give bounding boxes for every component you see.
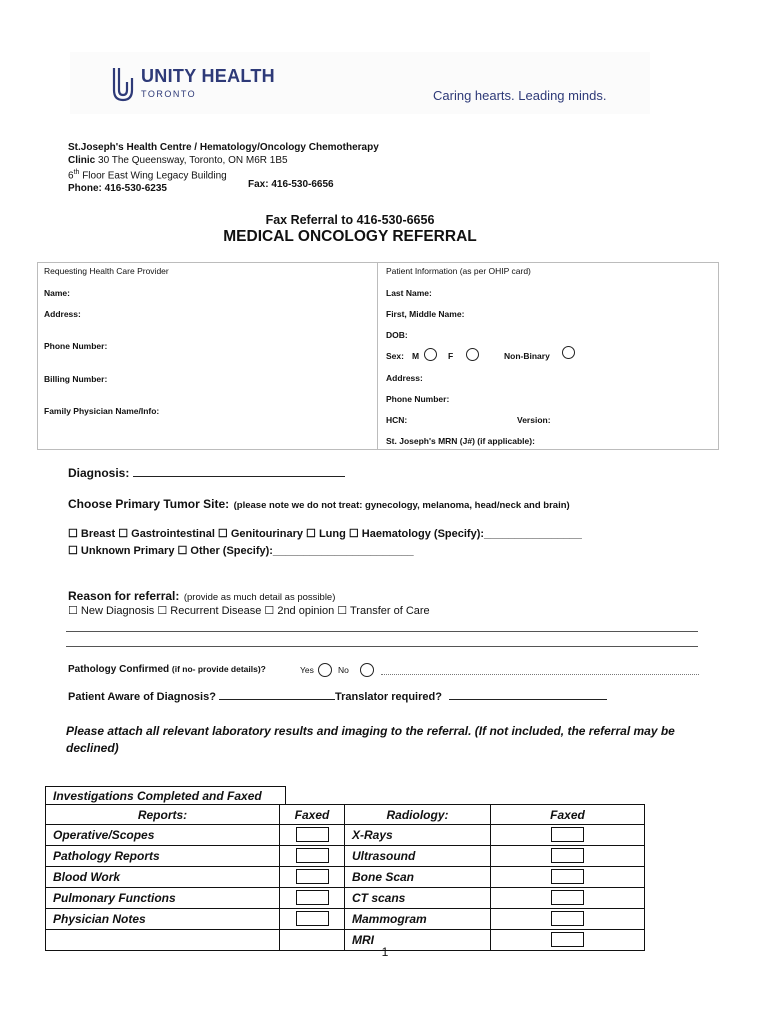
pathology-label: Pathology Confirmed <box>68 664 170 675</box>
report-item: Physician Notes <box>46 909 280 930</box>
radiology-item: Mammogram <box>345 909 491 930</box>
faxed-cell <box>280 846 345 867</box>
faxed-cell <box>280 909 345 930</box>
patient-dob-field[interactable]: DOB: <box>386 330 408 340</box>
info-box <box>37 262 719 450</box>
clinic-label: Clinic <box>68 154 96 166</box>
patient-aware-label: Patient Aware of Diagnosis? <box>68 691 216 703</box>
radiology-item: X-Rays <box>345 825 491 846</box>
patient-hcn-field[interactable]: HCN: <box>386 415 408 425</box>
table-row <box>46 825 645 846</box>
faxed-cell <box>491 846 645 867</box>
radiology-item: Ultrasound <box>345 846 491 867</box>
provider-header: Requesting Health Care Provider <box>44 266 169 276</box>
table-title: Investigations Completed and Faxed <box>46 787 286 805</box>
family-physician-field[interactable]: Family Physician Name/Info: <box>44 406 160 416</box>
faxed-cell <box>491 867 645 888</box>
col-reports: Reports: <box>46 805 280 825</box>
provider-address-field[interactable]: Address: <box>44 309 81 319</box>
investigations-table <box>45 786 286 805</box>
report-item: Pulmonary Functions <box>46 888 280 909</box>
pathology-yes-label: Yes <box>300 665 314 675</box>
translator-label: Translator required? <box>334 691 442 703</box>
tumor-site-label: Choose Primary Tumor Site: <box>68 497 230 511</box>
faxed-cell <box>280 888 345 909</box>
pathology-no-radio[interactable] <box>360 663 374 677</box>
provider-name-field[interactable]: Name: <box>44 288 70 298</box>
logo-subtext: TORONTO <box>141 89 197 99</box>
report-item: Pathology Reports <box>46 846 280 867</box>
diagnosis-label: Diagnosis: <box>68 466 130 480</box>
reason-line-2[interactable] <box>66 646 698 647</box>
clinic-phone: Phone: 416-530-6235 <box>68 182 167 194</box>
reason-for-referral <box>68 587 335 605</box>
reason-options[interactable]: ☐ New Diagnosis ☐ Recurrent Disease ☐ 2nd opinion ☐ Transfer of Care <box>68 605 430 617</box>
faxed-cell <box>491 909 645 930</box>
faxed-cell <box>491 825 645 846</box>
faxed-cell <box>280 867 345 888</box>
faxed-checkbox[interactable] <box>296 827 329 842</box>
table-row <box>46 888 645 909</box>
reason-line-1[interactable] <box>66 631 698 632</box>
faxed-checkbox[interactable] <box>551 911 584 926</box>
table-row <box>46 867 645 888</box>
floor-number: 6 <box>68 170 74 182</box>
sex-nb-label: Non-Binary <box>504 351 550 361</box>
faxed-checkbox[interactable] <box>296 869 329 884</box>
logo-text: UNITY HEALTH <box>141 66 275 86</box>
faxed-cell <box>280 825 345 846</box>
floor-suffix: th <box>73 169 80 176</box>
translator-line[interactable] <box>449 691 607 700</box>
col-faxed-2: Faxed <box>491 805 645 825</box>
floor-text: Floor East Wing Legacy Building <box>82 170 227 182</box>
clinic-fax: Fax: 416-530-6656 <box>248 179 334 190</box>
faxed-checkbox[interactable] <box>296 890 329 905</box>
clinic-address <box>68 142 379 195</box>
pathology-note: (if no- provide details)? <box>171 664 266 674</box>
faxed-cell <box>491 888 645 909</box>
radiology-item: MRI <box>345 930 491 951</box>
faxed-checkbox[interactable] <box>551 890 584 905</box>
unity-health-logo-icon <box>112 68 134 107</box>
patient-first-name-field[interactable]: First, Middle Name: <box>386 309 465 319</box>
table-row <box>46 909 645 930</box>
provider-phone-field[interactable]: Phone Number: <box>44 341 108 351</box>
page-title: MEDICAL ONCOLOGY REFERRAL <box>223 228 477 245</box>
reason-note: (provide as much detail as possible) <box>183 592 336 603</box>
table-header-row <box>46 805 645 825</box>
faxed-checkbox[interactable] <box>296 848 329 863</box>
fax-referral-title: Fax Referral to 416-530-6656 <box>265 213 435 227</box>
table-row <box>46 846 645 867</box>
sex-nb-radio[interactable] <box>562 346 575 359</box>
pathology-no-label: No <box>338 665 349 675</box>
patient-aware-row <box>68 691 607 703</box>
tumor-site-note: (please note we do not treat: gynecology, melanoma, head/neck and brain) <box>233 500 570 511</box>
attach-note: Please attach all relevant laboratory results and imaging to the referral. (If not included, the referral may be declined) <box>66 724 675 755</box>
pathology-details-line[interactable] <box>381 674 699 675</box>
patient-mrn-field[interactable]: St. Joseph's MRN (J#) (if applicable): <box>386 436 535 446</box>
investigations-grid <box>45 804 645 951</box>
radiology-item: CT scans <box>345 888 491 909</box>
col-radiology: Radiology: <box>345 805 491 825</box>
faxed-checkbox[interactable] <box>551 848 584 863</box>
clinic-street: 30 The Queensway, Toronto, ON M6R 1B5 <box>98 154 288 166</box>
tumor-site-options-2[interactable]: ☐ Unknown Primary ☐ Other (Specify):_______________________ <box>68 545 414 557</box>
sex-m-radio[interactable] <box>424 348 437 361</box>
patient-address-field[interactable]: Address: <box>386 373 423 383</box>
sex-f-label: F <box>448 351 454 361</box>
diagnosis-field[interactable] <box>68 466 345 480</box>
faxed-checkbox[interactable] <box>296 911 329 926</box>
radiology-item: Bone Scan <box>345 867 491 888</box>
tagline: Caring hearts. Leading minds. <box>433 88 607 103</box>
sex-label: Sex: <box>386 351 404 361</box>
provider-billing-field[interactable]: Billing Number: <box>44 374 108 384</box>
patient-phone-field[interactable]: Phone Number: <box>386 394 450 404</box>
pathology-yes-radio[interactable] <box>318 663 332 677</box>
diagnosis-line[interactable] <box>133 466 345 477</box>
patient-version-field[interactable]: Version: <box>517 415 551 425</box>
report-item: Blood Work <box>46 867 280 888</box>
col-faxed: Faxed <box>280 805 345 825</box>
reason-label: Reason for referral: <box>68 589 180 603</box>
patient-aware-line[interactable] <box>219 691 335 700</box>
info-divider <box>377 262 378 450</box>
patient-header: Patient Information (as per OHIP card) <box>386 266 531 276</box>
page-number: 1 <box>381 945 389 959</box>
clinic-name: St.Joseph's Health Centre / Hematology/Oncology Chemotherapy <box>68 142 379 153</box>
pathology-confirmed <box>68 664 266 675</box>
faxed-checkbox[interactable] <box>551 827 584 842</box>
patient-last-name-field[interactable]: Last Name: <box>386 288 432 298</box>
sex-m-label: M <box>412 351 420 361</box>
sex-f-radio[interactable] <box>466 348 479 361</box>
tumor-site <box>68 495 570 513</box>
tumor-site-options-1[interactable]: ☐ Breast ☐ Gastrointestinal ☐ Genitourinary ☐ Lung ☐ Haematology (Specify):________________ <box>68 528 582 540</box>
faxed-checkbox[interactable] <box>551 869 584 884</box>
report-item: Operative/Scopes <box>46 825 280 846</box>
